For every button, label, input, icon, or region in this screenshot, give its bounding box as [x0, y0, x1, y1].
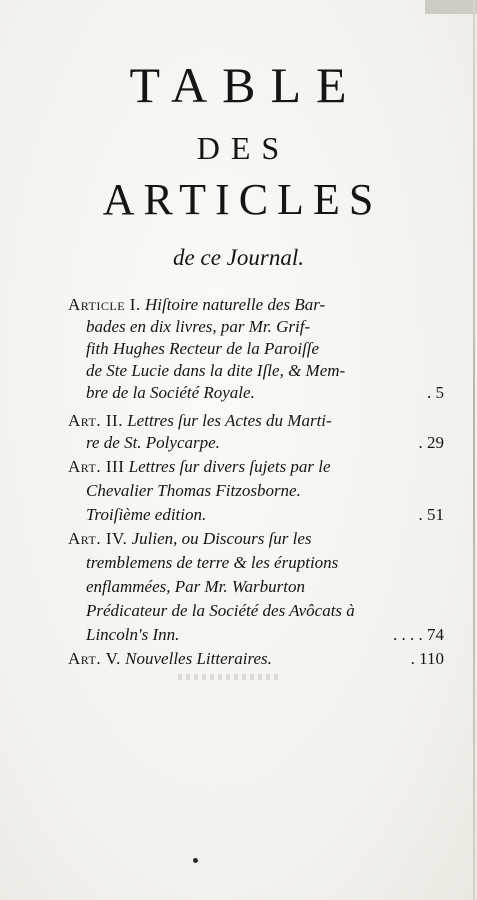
- toc-line: [86, 554, 444, 571]
- page-corner-shadow: [425, 0, 477, 14]
- article-title: de Ste Lucie dans la dite Iſle, & Mem-: [86, 361, 346, 380]
- article-title: tremblemens de terre & les éruptions: [86, 553, 339, 572]
- toc-line: [68, 296, 444, 313]
- toc-line: [86, 578, 444, 595]
- toc-line: [68, 412, 444, 429]
- article-label: Art. IV.: [68, 529, 128, 548]
- title-line-2: DES: [196, 130, 291, 166]
- article-title: Lettres ſur divers ſujets par le: [128, 457, 331, 476]
- toc-line: [86, 434, 444, 451]
- toc-line: [86, 362, 444, 379]
- toc-line: [86, 482, 444, 499]
- subtitle: de ce Journal.: [173, 245, 304, 270]
- title-line-3: ARTICLES: [102, 175, 383, 224]
- toc-line: [68, 458, 444, 475]
- toc-line: [86, 384, 444, 401]
- article-title: bre de la Société Royale.: [86, 383, 255, 402]
- title-line-1: TABLE: [129, 57, 362, 113]
- toc-line: [86, 506, 444, 523]
- article-title: Nouvelles Litteraires.: [125, 649, 272, 668]
- toc-line: [86, 340, 444, 357]
- article-title: Prédicateur de la Société des Avôcats à: [86, 601, 355, 620]
- ink-dot: [193, 858, 198, 863]
- toc-line: [86, 602, 444, 619]
- article-label: Art. III: [68, 457, 125, 476]
- page-number: . 29: [418, 433, 444, 452]
- page-number: . 51: [418, 505, 444, 524]
- page-number: . 110: [410, 649, 444, 668]
- toc-line: [86, 626, 444, 643]
- page-number: . 5: [427, 383, 444, 402]
- article-title: Julien, ou Discours ſur les: [131, 529, 312, 548]
- article-label: Art. II.: [68, 411, 123, 430]
- article-title: Hiſtoire naturelle des Bar-: [144, 295, 326, 314]
- toc-line: [68, 530, 444, 547]
- article-label: Article I.: [68, 295, 141, 314]
- article-title: bades en dix livres, par Mr. Grif-: [86, 317, 311, 336]
- article-title: Troiſième edition.: [86, 505, 207, 524]
- toc-line: [86, 318, 444, 335]
- article-title: re de St. Polycarpe.: [86, 433, 220, 452]
- bleed-through-marks: [178, 674, 278, 680]
- article-title: Lincoln's Inn.: [86, 625, 180, 644]
- toc-line: [68, 650, 444, 667]
- article-title: Lettres ſur les Actes du Marti-: [127, 411, 332, 430]
- page-number: . . . . 74: [393, 625, 444, 644]
- article-title: fith Hughes Recteur de la Paroiſſe: [86, 339, 320, 358]
- article-title: enflammées, Par Mr. Warburton: [86, 577, 305, 596]
- article-label: Art. V.: [68, 649, 121, 668]
- article-title: Chevalier Thomas Fitzosborne.: [86, 481, 301, 500]
